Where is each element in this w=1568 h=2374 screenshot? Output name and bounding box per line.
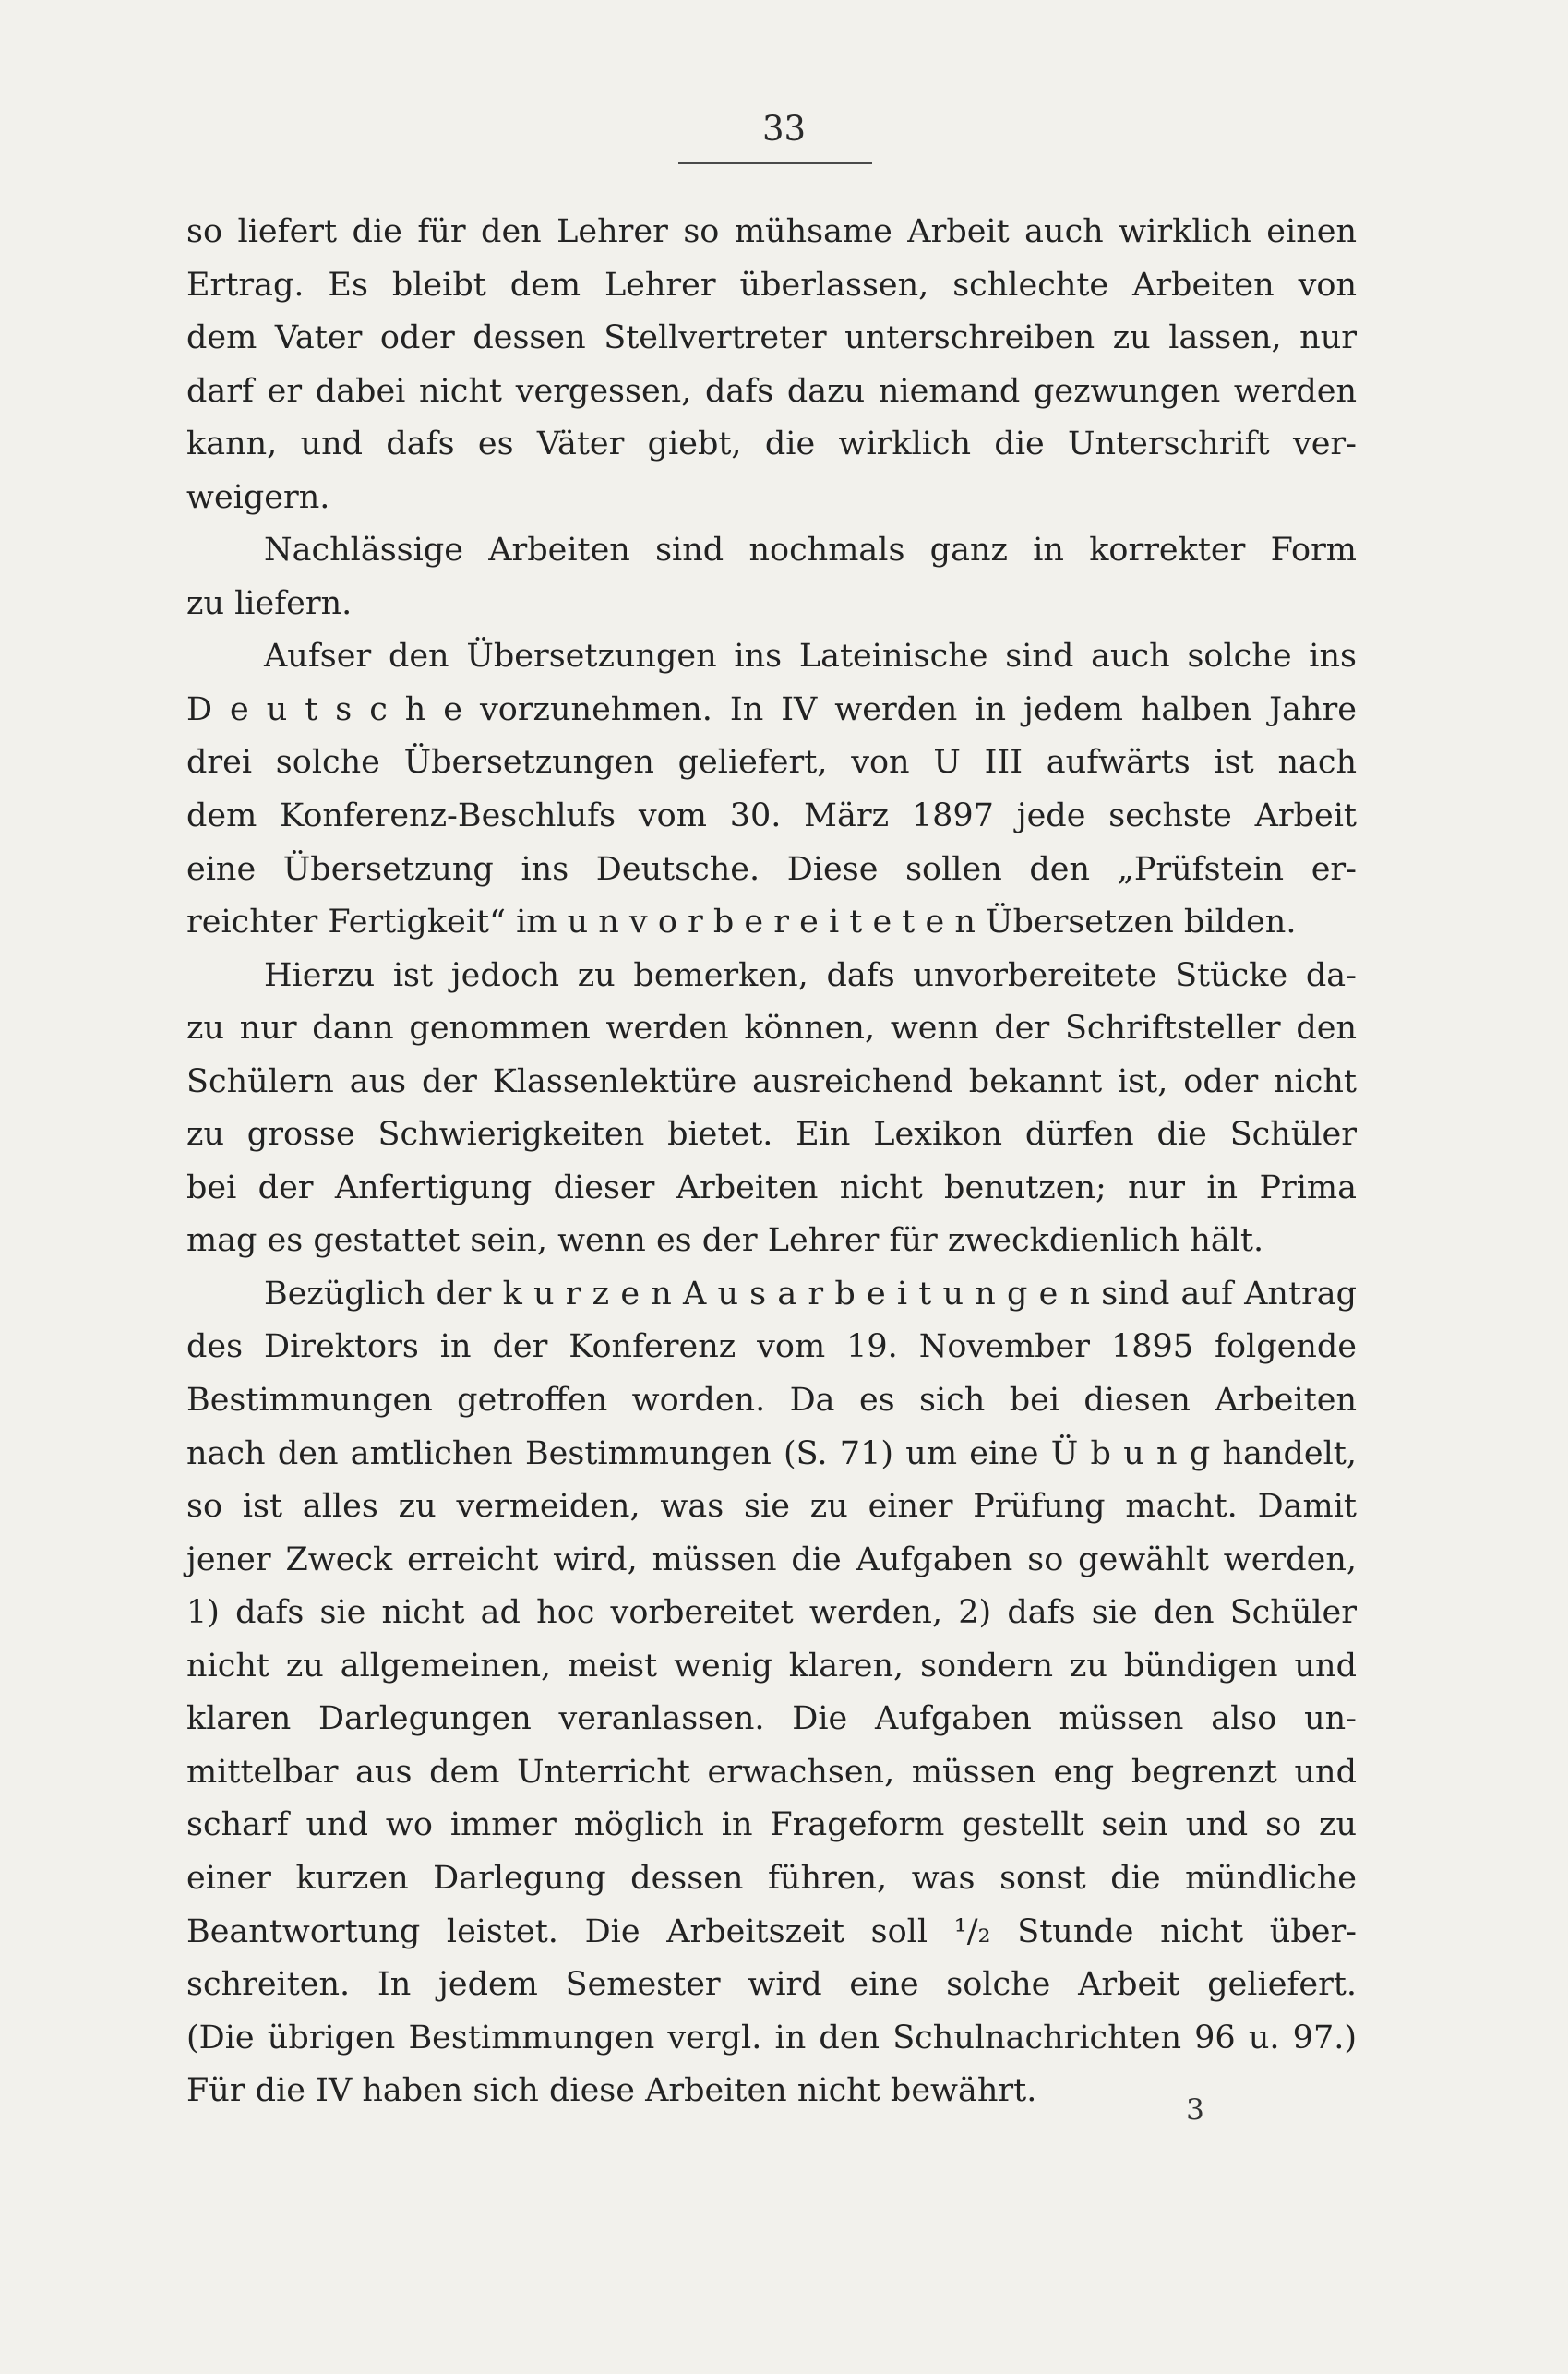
- text-line: zu nur dann genommen werden können, wenn der Schriftsteller den: [186, 1010, 1357, 1048]
- text-line: schreiten. In jedem Semester wird eine solche Arbeit geliefert.: [186, 1966, 1357, 2004]
- text-line: Für die IV haben sich diese Arbeiten nicht bewährt.: [186, 2072, 1037, 2110]
- text-line: Nachlässige Arbeiten sind nochmals ganz in korrekter Form: [264, 532, 1357, 570]
- text-line: jener Zweck erreicht wird, müssen die Aufgaben so gewählt werden,: [186, 1541, 1357, 1578]
- text-line: drei solche Übersetzungen geliefert, von U III aufwärts ist nach: [186, 744, 1357, 782]
- text-line: nicht zu allgemeinen, meist wenig klaren, sondern zu bündigen und: [186, 1647, 1357, 1685]
- text-line: 1) dafs sie nicht ad hoc vorbereitet werden, 2) dafs sie den Schüler: [186, 1594, 1357, 1632]
- text-line: Bestimmungen getroffen worden. Da es sich bei diesen Arbeiten: [186, 1382, 1357, 1420]
- text-line: Hierzu ist jedoch zu bemerken, dafs unvorbereitete Stücke da-: [264, 956, 1357, 994]
- text-line: mittelbar aus dem Unterricht erwachsen, müssen eng begrenzt und: [186, 1753, 1357, 1791]
- text-line: zu grosse Schwierigkeiten bietet. Ein Lexikon dürfen die Schüler: [186, 1116, 1357, 1154]
- text-line: Aufser den Übersetzungen ins Lateinische sind auch solche ins: [264, 638, 1357, 676]
- text-line: dem Konferenz-Beschlufs vom 30. März 1897 jede sechste Arbeit: [186, 797, 1357, 835]
- page-number: 33: [761, 109, 807, 149]
- body-text: [186, 206, 1357, 2118]
- text-line: dem Vater oder dessen Stellvertreter unterschreiben zu lassen, nur: [186, 319, 1357, 357]
- text-line: so liefert die für den Lehrer so mühsame Arbeit auch wirklich einen: [186, 213, 1357, 250]
- text-line: Beantwortung leistet. Die Arbeitszeit soll ¹/₂ Stunde nicht über-: [186, 1912, 1357, 1950]
- text-line: zu liefern.: [186, 584, 353, 622]
- text-line: darf er dabei nicht vergessen, dafs dazu niemand gezwungen werden: [186, 372, 1357, 410]
- text-line: des Direktors in der Konferenz vom 19. November 1895 folgende: [186, 1328, 1357, 1366]
- text-line: kann, und dafs es Väter giebt, die wirklich die Unterschrift ver-: [186, 426, 1357, 463]
- text-line: Schülern aus der Klassenlektüre ausreichend bekannt ist, oder nicht: [186, 1062, 1357, 1100]
- text-line: Bezüglich der k u r z e n A u s a r b e i t u n g e n sind auf Antrag: [264, 1275, 1357, 1313]
- text-line: scharf und wo immer möglich in Frageform gestellt sein und so zu: [186, 1806, 1357, 1844]
- text-line: klaren Darlegungen veranlassen. Die Aufgaben müssen also un-: [186, 1700, 1357, 1738]
- text-line: (Die übrigen Bestimmungen vergl. in den Schulnachrichten 96 u. 97.): [186, 2019, 1357, 2056]
- text-line: so ist alles zu vermeiden, was sie zu einer Prüfung macht. Damit: [186, 1488, 1357, 1526]
- text-line: Ertrag. Es bleibt dem Lehrer überlassen, schlechte Arbeiten von: [186, 266, 1357, 304]
- text-line: D e u t s c h e vorzunehmen. In IV werden in jedem halben Jahre: [186, 690, 1357, 728]
- text-line: mag es gestattet sein, wenn es der Lehrer für zweckdienlich hält.: [186, 1222, 1264, 1260]
- text-line: einer kurzen Darlegung dessen führen, was sonst die mündliche: [186, 1859, 1357, 1897]
- header-rule: [678, 162, 872, 164]
- text-line: bei der Anfertigung dieser Arbeiten nicht benutzen; nur in Prima: [186, 1169, 1357, 1206]
- text-line: reichter Fertigkeit“ im u n v o r b e r e i t e t e n Übersetzen bilden.: [186, 904, 1297, 941]
- signature-mark: 3: [1186, 2093, 1204, 2127]
- text-line: nach den amtlichen Bestimmungen (S. 71) um eine Ü b u n g handelt,: [186, 1434, 1357, 1472]
- text-line: weigern.: [186, 478, 330, 516]
- text-line: eine Übersetzung ins Deutsche. Diese sollen den „Prüfstein er-: [186, 850, 1357, 888]
